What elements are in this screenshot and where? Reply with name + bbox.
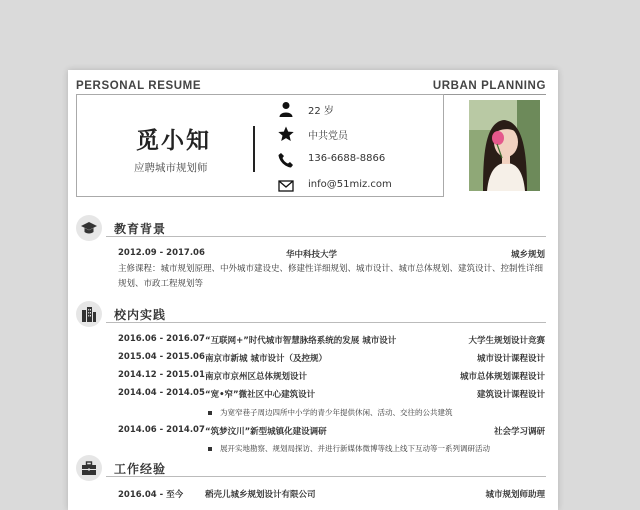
header-left-title: PERSONAL RESUME — [76, 80, 202, 92]
section-divider-education — [106, 236, 546, 237]
campus-bullet: 为宽窄巷子周边四所中小学的青少年提供休闲、活动、交往的公共建筑 — [208, 407, 453, 418]
campus-project: 南京市京州区总体规划设计 — [205, 372, 308, 382]
person-icon — [278, 101, 294, 117]
work-company: 稻壳儿城乡规划设计有限公司 — [205, 490, 316, 500]
section-title-education: 教育背景 — [114, 222, 167, 236]
campus-bullet: 展开实地勘察、规划局探访、并进行新媒体微博等线上线下互动等一系列调研活动 — [208, 443, 490, 454]
candidate-name: 觅小知 — [136, 128, 211, 154]
work-period: 2016.04 - 至今 — [118, 490, 184, 500]
education-major: 城乡规划 — [510, 250, 545, 260]
campus-period: 2014.12 - 2015.01 — [118, 370, 205, 380]
section-title-work: 工作经验 — [114, 462, 167, 476]
section-divider-campus — [106, 322, 546, 323]
education-period: 2012.09 - 2017.06 — [118, 248, 205, 258]
campus-award: 大学生规划设计竞赛 — [468, 336, 545, 346]
contact-phone-text: 136-6688-8866 — [308, 153, 386, 164]
contact-age-text: 22 岁 — [308, 106, 334, 117]
contact-party-text: 中共党员 — [308, 131, 348, 142]
campus-period: 2014.04 - 2014.05 — [118, 388, 205, 398]
job-title: 应聘城市规划师 — [134, 162, 208, 174]
campus-project: “筑梦汶川”新型城镇化建设调研 — [205, 427, 327, 437]
header-right-title: URBAN PLANNING — [432, 80, 546, 92]
campus-project: “互联网+”时代城市智慧脉络系统的发展 城市设计 — [205, 336, 397, 346]
campus-item — [118, 370, 545, 382]
star-icon — [278, 126, 294, 142]
campus-award: 建筑设计课程设计 — [476, 390, 545, 400]
section-title-campus: 校内实践 — [114, 308, 167, 322]
header-divider-right — [444, 94, 546, 95]
contact-email-text: info@51miz.com — [308, 179, 392, 190]
campus-item — [118, 388, 545, 400]
campus-item — [118, 334, 545, 346]
work-role: 城市规划师助理 — [485, 490, 545, 500]
briefcase-icon — [76, 455, 102, 481]
education-school: 华中科技大学 — [286, 250, 338, 260]
graduation-cap-icon — [76, 215, 102, 241]
campus-item — [118, 425, 545, 437]
section-divider-work — [106, 476, 546, 477]
education-row — [118, 248, 545, 260]
campus-period: 2016.06 - 2016.07 — [118, 334, 205, 344]
campus-project: “宽•窄”微社区中心建筑设计 — [205, 390, 316, 400]
building-icon — [76, 301, 102, 327]
mail-icon — [278, 178, 294, 194]
campus-item — [118, 352, 545, 364]
work-item — [118, 488, 545, 500]
campus-period: 2015.04 - 2015.06 — [118, 352, 205, 362]
education-courses: 主修课程：城市规划原理、中外城市建设史、修建性详细规划、城市设计、城市总体规划、建筑设计、控制性详细规划、市政工程规划等 — [118, 264, 544, 289]
resume-page — [68, 70, 558, 510]
campus-project: 南京市新城 城市设计（及控规） — [205, 354, 327, 364]
campus-award: 社会学习调研 — [493, 427, 545, 437]
campus-award: 城市设计课程设计 — [476, 354, 545, 364]
profile-photo — [469, 100, 540, 191]
campus-period: 2014.06 - 2014.07 — [118, 425, 205, 435]
campus-award: 城市总体规划课程设计 — [459, 372, 545, 382]
phone-icon — [278, 152, 294, 168]
profile-separator — [253, 126, 255, 172]
